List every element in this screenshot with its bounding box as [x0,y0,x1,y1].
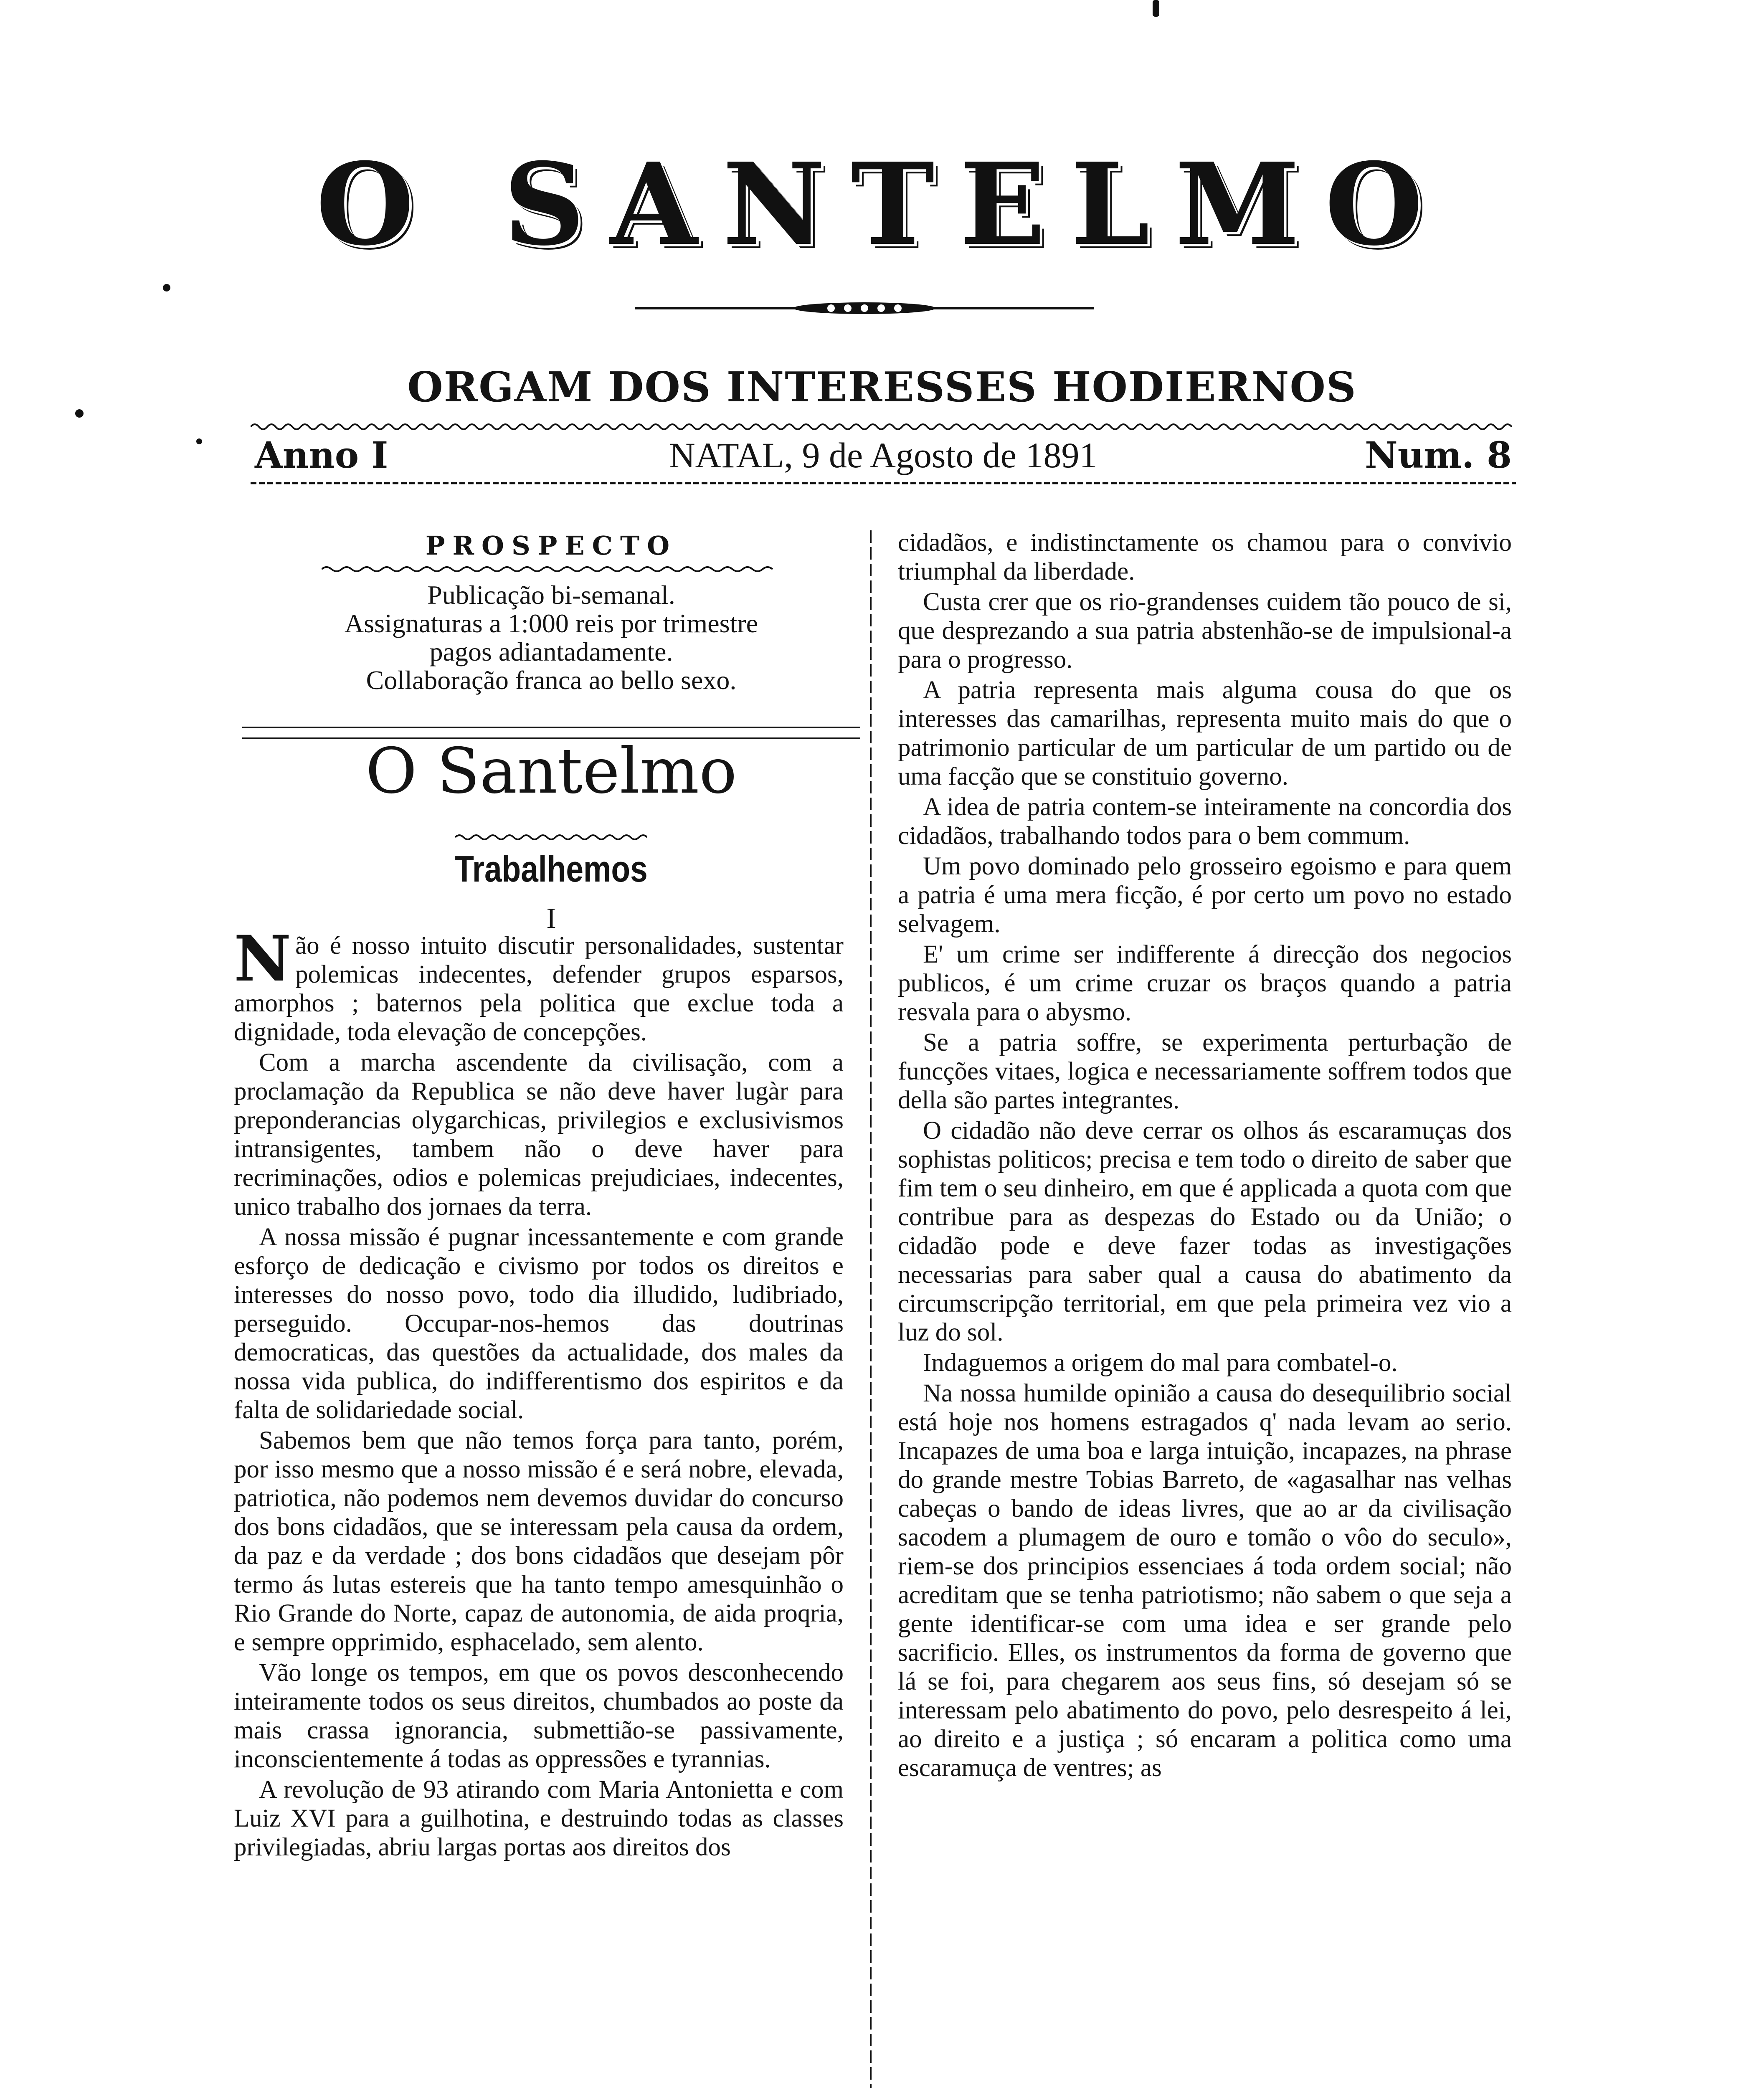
article-paragraph: Com a marcha ascendente da civilisação, com a proclamação da Republica se não deve haver lugàr para preponderancias olygarchicas, privilegios e exclusivismos intransigentes, tambem não o deve haver para recriminações, odios e polemicas prejudiciaes, indecentes, unico trabalho dos jornaes da terra. [234,1049,844,1221]
drop-cap: N [234,922,291,996]
article-paragraph: Custa crer que os rio-grandenses cuidem tão pouco de si, que desprezando a sua patria abstenhão-se de impulsional-a para o progresso. [898,588,1512,674]
article-left-column [234,922,844,1863]
scan-speck [196,438,202,444]
part-number: I [546,902,556,935]
section-heading: Trabalhemos [455,848,648,889]
scan-speck [163,284,170,291]
article-right-column [898,528,1512,1784]
scan-speck [75,409,84,418]
dateline [251,434,1516,484]
prospecto-box [238,530,864,694]
prospecto-ornament [322,565,781,573]
prospecto-line: pagos adiantadamente. [429,637,673,666]
masthead-title: O SANTELMO [316,138,1448,271]
article-paragraph: Um povo dominado pelo grosseiro egoismo e para quem a patria é uma mera ficção, é por certo um povo no estado selvagem. [898,852,1512,938]
prospecto-line: Collaboração franca ao bello sexo. [366,665,737,695]
article-paragraph: Indaguemos a origem do mal para combatel-o. [923,1349,1398,1377]
article-paragraph: A revolução de 93 atirando com Maria Antonietta e com Luiz XVI para a guilhotina, e destruindo todas as classes privilegiadas, abriu largas portas aos direitos dos [234,1776,844,1861]
article-paragraph: Se a patria soffre, se experimenta perturbação de funcções vitaes, logica e necessariamente soffrem todos que della são partes integrantes. [898,1029,1512,1114]
column-divider [869,530,873,2088]
article-paragraph: E' um crime ser indifferente á direcção dos negocios publicos, é um crime cruzar os braços quando a patria resvala para o abysmo. [898,940,1512,1026]
issue-number: Num. 8 [1365,434,1512,476]
article-paragraph: Sabemos bem que não temos força para tanto, porém, por isso mesmo que a nosso missão é e será nobre, elevada, patriotica, não podemos nem devemos duvidar do concurso dos bons cidadãos, que se interessam pela causa da ordem, da paz e da verdade ; dos bons cidadãos que desejam pôr termo ás lutas estereis que ha tanto tempo amesquinhão o Rio Grande do Norte, capaz de autonomia, de aida proqria, e sempre opprimido, esphacelado, sem alento. [234,1427,844,1656]
place-date: NATAL, 9 de Agosto de 1891 [669,435,1097,475]
article-paragraph: A idea de patria contem-se inteiramente na concordia dos cidadãos, trabalhando todos para o bem commum. [898,793,1512,850]
article-paragraph: cidadãos, e indistinctamente os chamou para o convivio triumphal da liberdade. [898,529,1512,585]
article-paragraph: O cidadão não deve cerrar os olhos ás escaramuças dos sophistas politicos; precisa e tem todo o direito de saber que fim tem o seu dinheiro, em que é applicada a quota com que contribue para as despezas do Estado ou da União; o cidadão pode e deve fazer todas as investigações necessarias para saber qual a causa do abatimento da circumscripção territorial, em que pela primeira vez vio a luz do sol. [898,1117,1512,1346]
article-paragraph: A patria representa mais alguma cousa do que os interesses das camarilhas, representa muito mais do que o patrimonio particular de um particular de um partido ou de uma facção que se constituio governo. [898,676,1512,791]
scan-speck [1153,0,1159,17]
prospecto-line: Assignaturas a 1:000 reis por trimestre [345,608,758,638]
article-title: O Santelmo [365,735,737,808]
article-paragraph: Não é nosso intuito discutir personalidades, sustentar polemicas indecentes, defender grupos esparsos, amorphos ; baternos pela politica que exclue toda a dignidade, toda elevação de concepções. [234,922,844,1046]
wavy-rule-top [251,422,1516,432]
prospecto-line: Publicação bi-semanal. [427,580,675,610]
wavy-rule-bottom [251,478,1516,488]
prospecto-heading: PROSPECTO [425,530,677,561]
article-paragraph: Vão longe os tempos, em que os povos desconhecendo inteiramente todos os seus direitos, chumbados ao poste da mais crassa ignorancia, submettião-se passivamente, inconscientemente á todas as oppressões e tyrannias. [234,1659,844,1773]
issue-year: Anno I [255,434,388,476]
newspaper-subtitle: ORGAM DOS INTERESSES HODIERNOS [407,363,1357,411]
article-paragraph: Na nossa humilde opinião a causa do desequilibrio social está hoje nos homens estragados q' nada levam ao serio. Incapazes de uma boa e larga intuição, incapazes, na phrase do grande mestre Tobias Barreto, de «agasalhar nas velhas cabeças o bando de ideas livres, que ao ar da civilisação sacodem a plumagem de ouro e tomão o vôo do seculo», riem-se dos principios essenciaes á toda ordem social; não acreditam que se tenha patriotismo; não sabem o que seja a gente identificar-se com uma idea e ser grande pelo sacrificio. Elles, os instrumentos da forma de governo que lá se foi, para chegarem aos seus fins, só desejam só se interessam pelo abatimento do povo, pelo desrespeito á lei, ao direito e a justiça ; só encaram a politica como uma escaramuça de ventres; as [898,1379,1512,1782]
masthead-ornament [635,300,1094,317]
title-ornament [455,833,647,841]
article-paragraph: A nossa missão é pugnar incessantemente e com grande esforço de dedicação e civismo por todos os direitos e interesses do nosso povo, todo dia illudido, ludibriado, perseguido. Occupar-nos-hemos das doutrinas democraticas, das questões da actualidade, dos males da nossa vida publica, do indifferentismo dos espiritos e da falta de solidariedade social. [234,1223,844,1424]
